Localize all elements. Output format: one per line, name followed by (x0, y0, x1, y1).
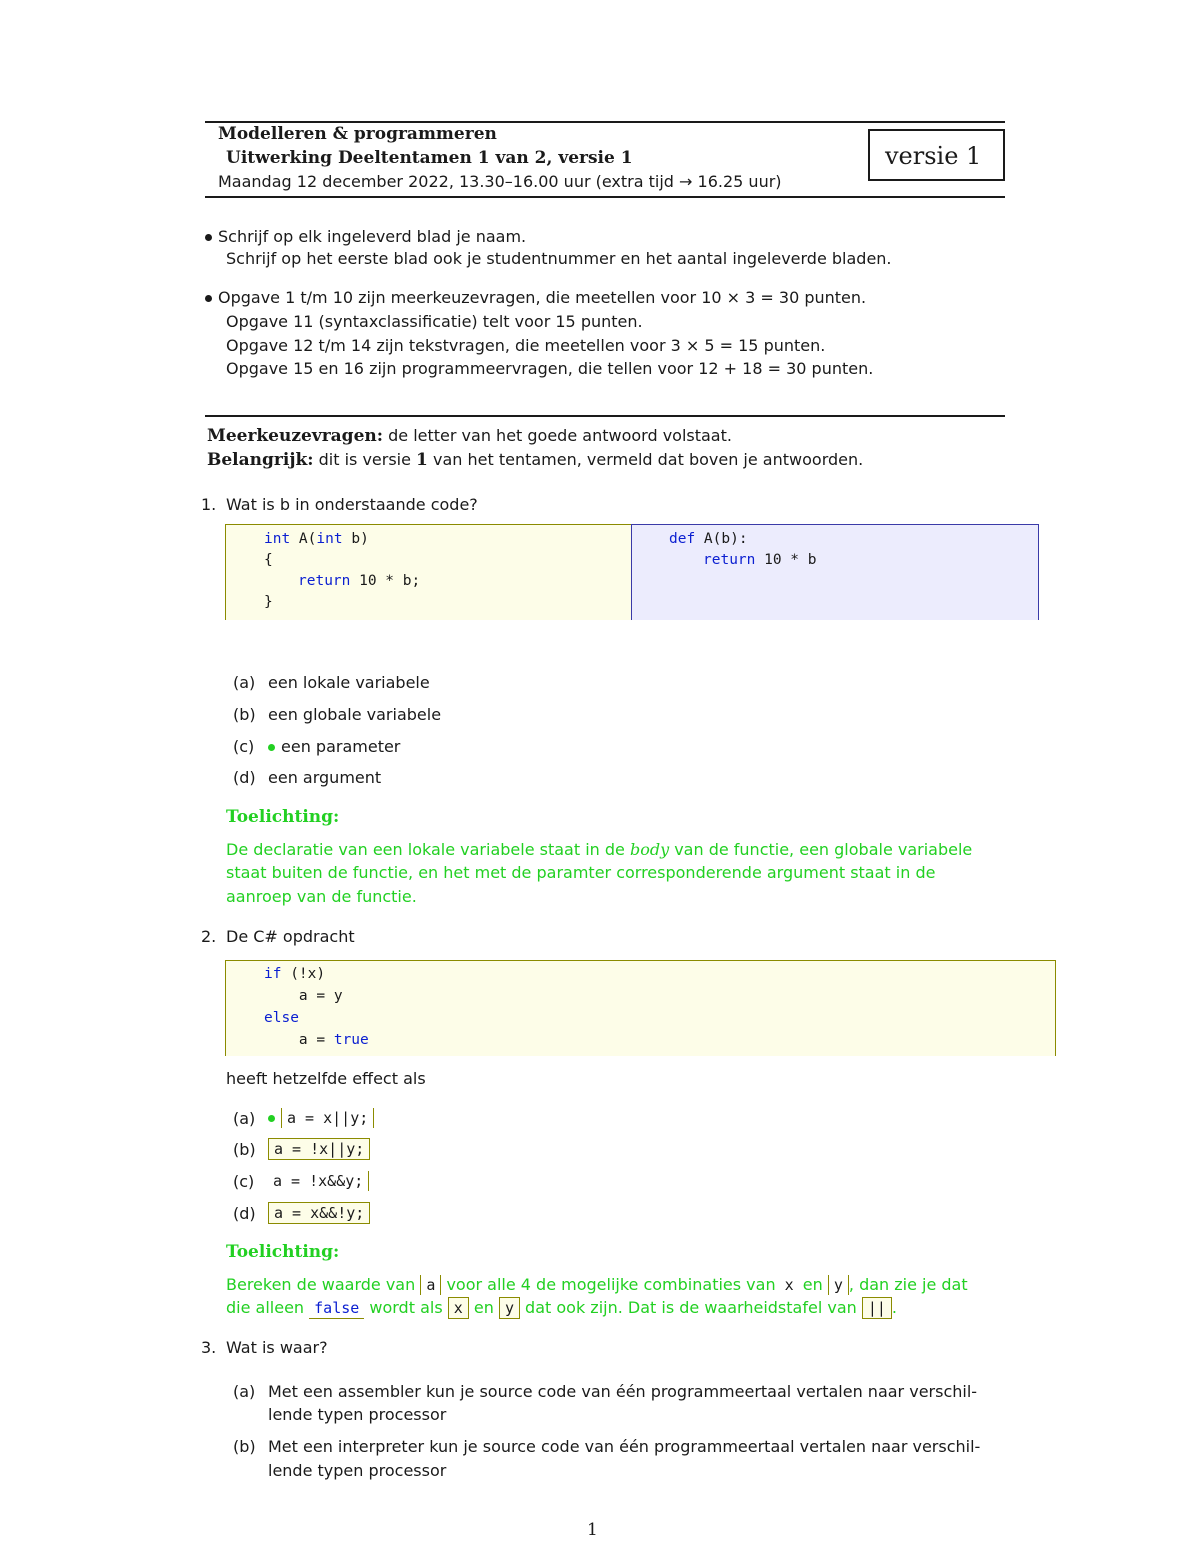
exam-date: Maandag 12 december 2022, 13.30–16.00 uur (extra tijd → 16.25 uur) (218, 172, 782, 191)
option-text: een globale variabele (268, 705, 442, 724)
question-number: 2. (201, 927, 217, 946)
question-text: Wat is b in onderstaande code? (226, 495, 478, 514)
code-snippet: x (784, 1276, 794, 1294)
code-snippet: y (499, 1297, 520, 1319)
header-bottom-rule (205, 196, 1005, 198)
bullet-icon (205, 234, 212, 241)
option-label: (b) (233, 1437, 256, 1456)
option-label: (d) (233, 768, 256, 787)
question-text: heeft hetzelfde effect als (226, 1069, 426, 1088)
code-line: if (!x) (264, 966, 326, 982)
explanation-line: De declaratie van een lokale variabele staat in de body van de functie, een globale variabele (226, 840, 973, 859)
code-line: a = y (264, 988, 343, 1004)
question-text: De C# opdracht (226, 927, 355, 946)
option-text: Met een interpreter kun je source code van één programmeertaal vertalen naar verschil- (268, 1437, 981, 1456)
option-label: (b) (233, 705, 256, 724)
version-box-label: versie 1 (885, 142, 982, 170)
option-text: een argument (268, 768, 382, 787)
correct-answer-icon (268, 744, 275, 751)
option-label: (c) (233, 737, 255, 756)
option-text: een lokale variabele (268, 673, 430, 692)
code-snippet: a = x&&!y; (268, 1202, 370, 1224)
option-code (268, 1138, 370, 1160)
question-number: 1. (201, 495, 217, 514)
option-label: (a) (233, 673, 256, 692)
course-title: Modelleren & programmeren (218, 124, 497, 144)
instruction-bullet-1: Schrijf op elk ingeleverd blad je naam. (205, 226, 526, 248)
option-text: Met een assembler kun je source code van één programmeertaal vertalen naar verschil- (268, 1382, 978, 1401)
option-label: (b) (233, 1140, 256, 1159)
explanation-line: die alleen false wordt als x en y dat ook zijn. Dat is de waarheidstafel van || . (226, 1298, 897, 1317)
code-line: def A(b): (669, 531, 748, 547)
option-code (268, 1202, 370, 1224)
code-snippet: a = !x||y; (268, 1138, 370, 1160)
instruction-line: Schrijf op het eerste blad ook je studentnummer en het aantal ingeleverde bladen. (226, 249, 892, 268)
version-box (868, 129, 1005, 181)
instruction-bullet-2: Opgave 1 t/m 10 zijn meerkeuzevragen, die meetellen voor 10 × 3 = 30 punten. (205, 287, 866, 309)
code-snippet: a (420, 1275, 441, 1295)
section-rule (205, 415, 1005, 417)
code-line: return 10 * b; (298, 573, 421, 589)
bullet-icon (205, 295, 212, 302)
option-label: (a) (233, 1109, 256, 1128)
code-line: int A(int b) (264, 531, 369, 547)
code-line: a = true (264, 1032, 369, 1048)
document-title: Uitwerking Deeltentamen 1 van 2, versie 1 (226, 148, 633, 168)
explanation-line: staat buiten de functie, en het met de paramter corresponderende argument staat in de (226, 863, 936, 882)
code-snippet: a = !x&&y; (268, 1171, 369, 1191)
explanation-title: Toelichting: (226, 1242, 340, 1262)
code-snippet: false (309, 1298, 364, 1319)
code-line: else (264, 1010, 299, 1026)
code-line: { (264, 552, 273, 568)
code-line: return 10 * b (703, 552, 817, 568)
correct-answer-icon (268, 1115, 275, 1122)
question-text: Wat is waar? (226, 1338, 328, 1357)
option-correct (262, 1107, 374, 1129)
option-label: (c) (233, 1172, 255, 1191)
explanation-line: aanroep van de functie. (226, 887, 417, 906)
code-snippet: a = x||y; (281, 1108, 374, 1128)
instruction-line: Opgave 12 t/m 14 zijn tekstvragen, die meetellen voor 3 × 5 = 15 punten. (226, 336, 826, 355)
mc-intro-line-1: Meerkeuzevragen: de letter van het goede antwoord volstaat. (207, 426, 732, 446)
option-code (268, 1170, 369, 1192)
option-label: (d) (233, 1204, 256, 1223)
option-correct: een parameter (262, 736, 400, 758)
question-number: 3. (201, 1338, 217, 1357)
option-text: lende typen processor (268, 1405, 447, 1424)
instruction-line: Opgave 15 en 16 zijn programmeervragen, die tellen voor 12 + 18 = 30 punten. (226, 359, 874, 378)
mc-intro-line-2: Belangrijk: dit is versie 1 van het tentamen, vermeld dat boven je antwoorden. (207, 450, 864, 470)
instruction-line: Opgave 11 (syntaxclassificatie) telt voor 15 punten. (226, 312, 643, 331)
option-text: lende typen processor (268, 1461, 447, 1480)
explanation-line: Bereken de waarde van a voor alle 4 de mogelijke combinaties van x en y , dan zie je dat (226, 1275, 968, 1294)
code-snippet: x (448, 1297, 469, 1319)
page-number: 1 (587, 1520, 598, 1540)
code-snippet: y (828, 1275, 849, 1295)
option-label: (a) (233, 1382, 256, 1401)
explanation-title: Toelichting: (226, 807, 340, 827)
code-line: } (264, 594, 273, 610)
code-snippet: || (862, 1297, 892, 1319)
